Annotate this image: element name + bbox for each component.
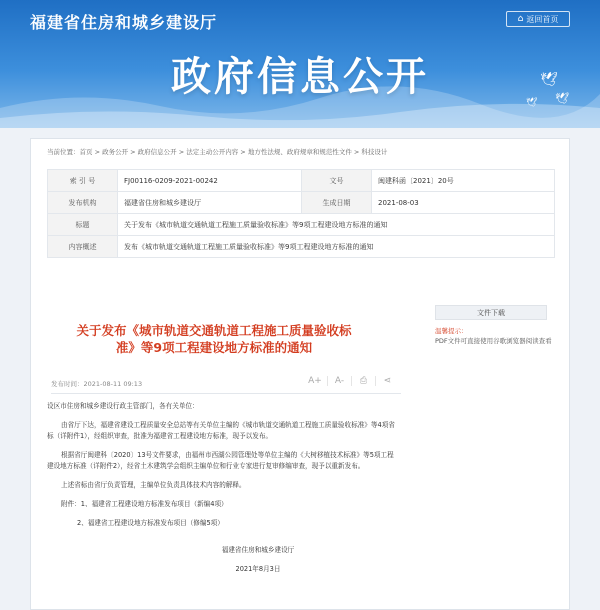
title-value: 关于发布《城市轨道交通轨道工程施工质量验收标准》等9项工程建设地方标准的通知 xyxy=(118,214,555,236)
banner-title: 政府信息公开 xyxy=(171,54,429,100)
summary-value: 发布《城市轨道交通轨道工程施工质量验收标准》等9项工程建设地方标准的通知 xyxy=(118,236,555,258)
doc-no-value: 闽建科函〔2021〕20号 xyxy=(372,170,555,192)
attachment-link[interactable]: 附件：1、福建省工程建设地方标准发布项目（新编4项） xyxy=(61,500,228,508)
breadcrumb[interactable]: 当前位置：首页 > 政务公开 > 政府信息公开 > 法定主动公开内容 > 地方性法规、政府规章和规范性文件 > 科技设计 xyxy=(47,148,388,156)
download-button[interactable]: 文件下载 xyxy=(435,305,547,320)
home-link-label: 返回首页 xyxy=(526,14,559,24)
share-icon[interactable]: ⋖ xyxy=(375,376,399,386)
publish-bar xyxy=(51,376,401,394)
site-name[interactable]: 福建省住房和城乡建设厅 xyxy=(30,13,218,32)
index-value: FJ00116-0209-2021-00242 xyxy=(118,170,302,192)
org-value: 福建省住房和城乡建设厅 xyxy=(118,192,302,214)
title-label: 标题 xyxy=(48,214,118,236)
print-icon[interactable]: ⎙ xyxy=(351,376,375,386)
index-label: 索 引 号 xyxy=(48,170,118,192)
org-label: 发布机构 xyxy=(48,192,118,214)
home-icon: ⌂ xyxy=(517,13,524,24)
article-body xyxy=(47,401,399,575)
paragraph: 由省厅下达，福建省建设工程质量安全总站等有关单位主编的《城市轨道交通轨道工程施工质量验收标准》等4项省标（详附件1），经组织审查，批准为福建省工程建设地方标准，现予以发布。 xyxy=(47,421,395,440)
tip-label: 温馨提示： xyxy=(435,327,468,335)
salutation: 设区市住房和城乡建设行政主管部门，各有关单位： xyxy=(47,402,199,410)
paragraph: 上述省标由省厅负责管理，主编单位负责具体技术内容的解释。 xyxy=(61,481,246,489)
font-increase-button[interactable]: A+ xyxy=(308,376,322,386)
paragraph: 根据省厅闽建科〔2020〕13号文件要求，由福州市西湖公园管理处等单位主编的《大树移植技术标准》等5项工程建设地方标准（详附件2），经省土木建筑学会组织主编单位和行业专家进行复审修编审查，现予以重新发布。 xyxy=(47,451,394,470)
attachment-link[interactable]: 2、福建省工程建设地方标准发布项目（修编5项） xyxy=(77,519,224,527)
publish-time: 发布时间：2021-08-11 09:13 xyxy=(51,380,143,388)
article-title: 关于发布《城市轨道交通轨道工程施工质量验收标准》等9项工程建设地方标准的通知 xyxy=(76,323,352,355)
home-link[interactable] xyxy=(506,11,570,27)
signer: 福建省住房和城乡建设厅 xyxy=(221,546,295,554)
date-value: 2021-08-03 xyxy=(372,192,555,214)
dove-icon: 🕊 xyxy=(540,72,558,88)
summary-label: 内容概述 xyxy=(48,236,118,258)
header-banner xyxy=(0,0,600,128)
tip-text: PDF文件可直接使用谷歌浏览器阅读查看 xyxy=(435,337,552,345)
article-tools xyxy=(303,376,399,386)
sign-date: 2021年8月3日 xyxy=(235,565,281,573)
info-table xyxy=(47,169,555,258)
font-decrease-button[interactable]: A- xyxy=(327,376,351,386)
date-label: 生成日期 xyxy=(302,192,372,214)
doc-no-label: 文号 xyxy=(302,170,372,192)
dove-icon: 🕊 xyxy=(526,98,538,108)
content-card xyxy=(30,138,570,610)
dove-icon: 🕊 xyxy=(555,92,569,105)
